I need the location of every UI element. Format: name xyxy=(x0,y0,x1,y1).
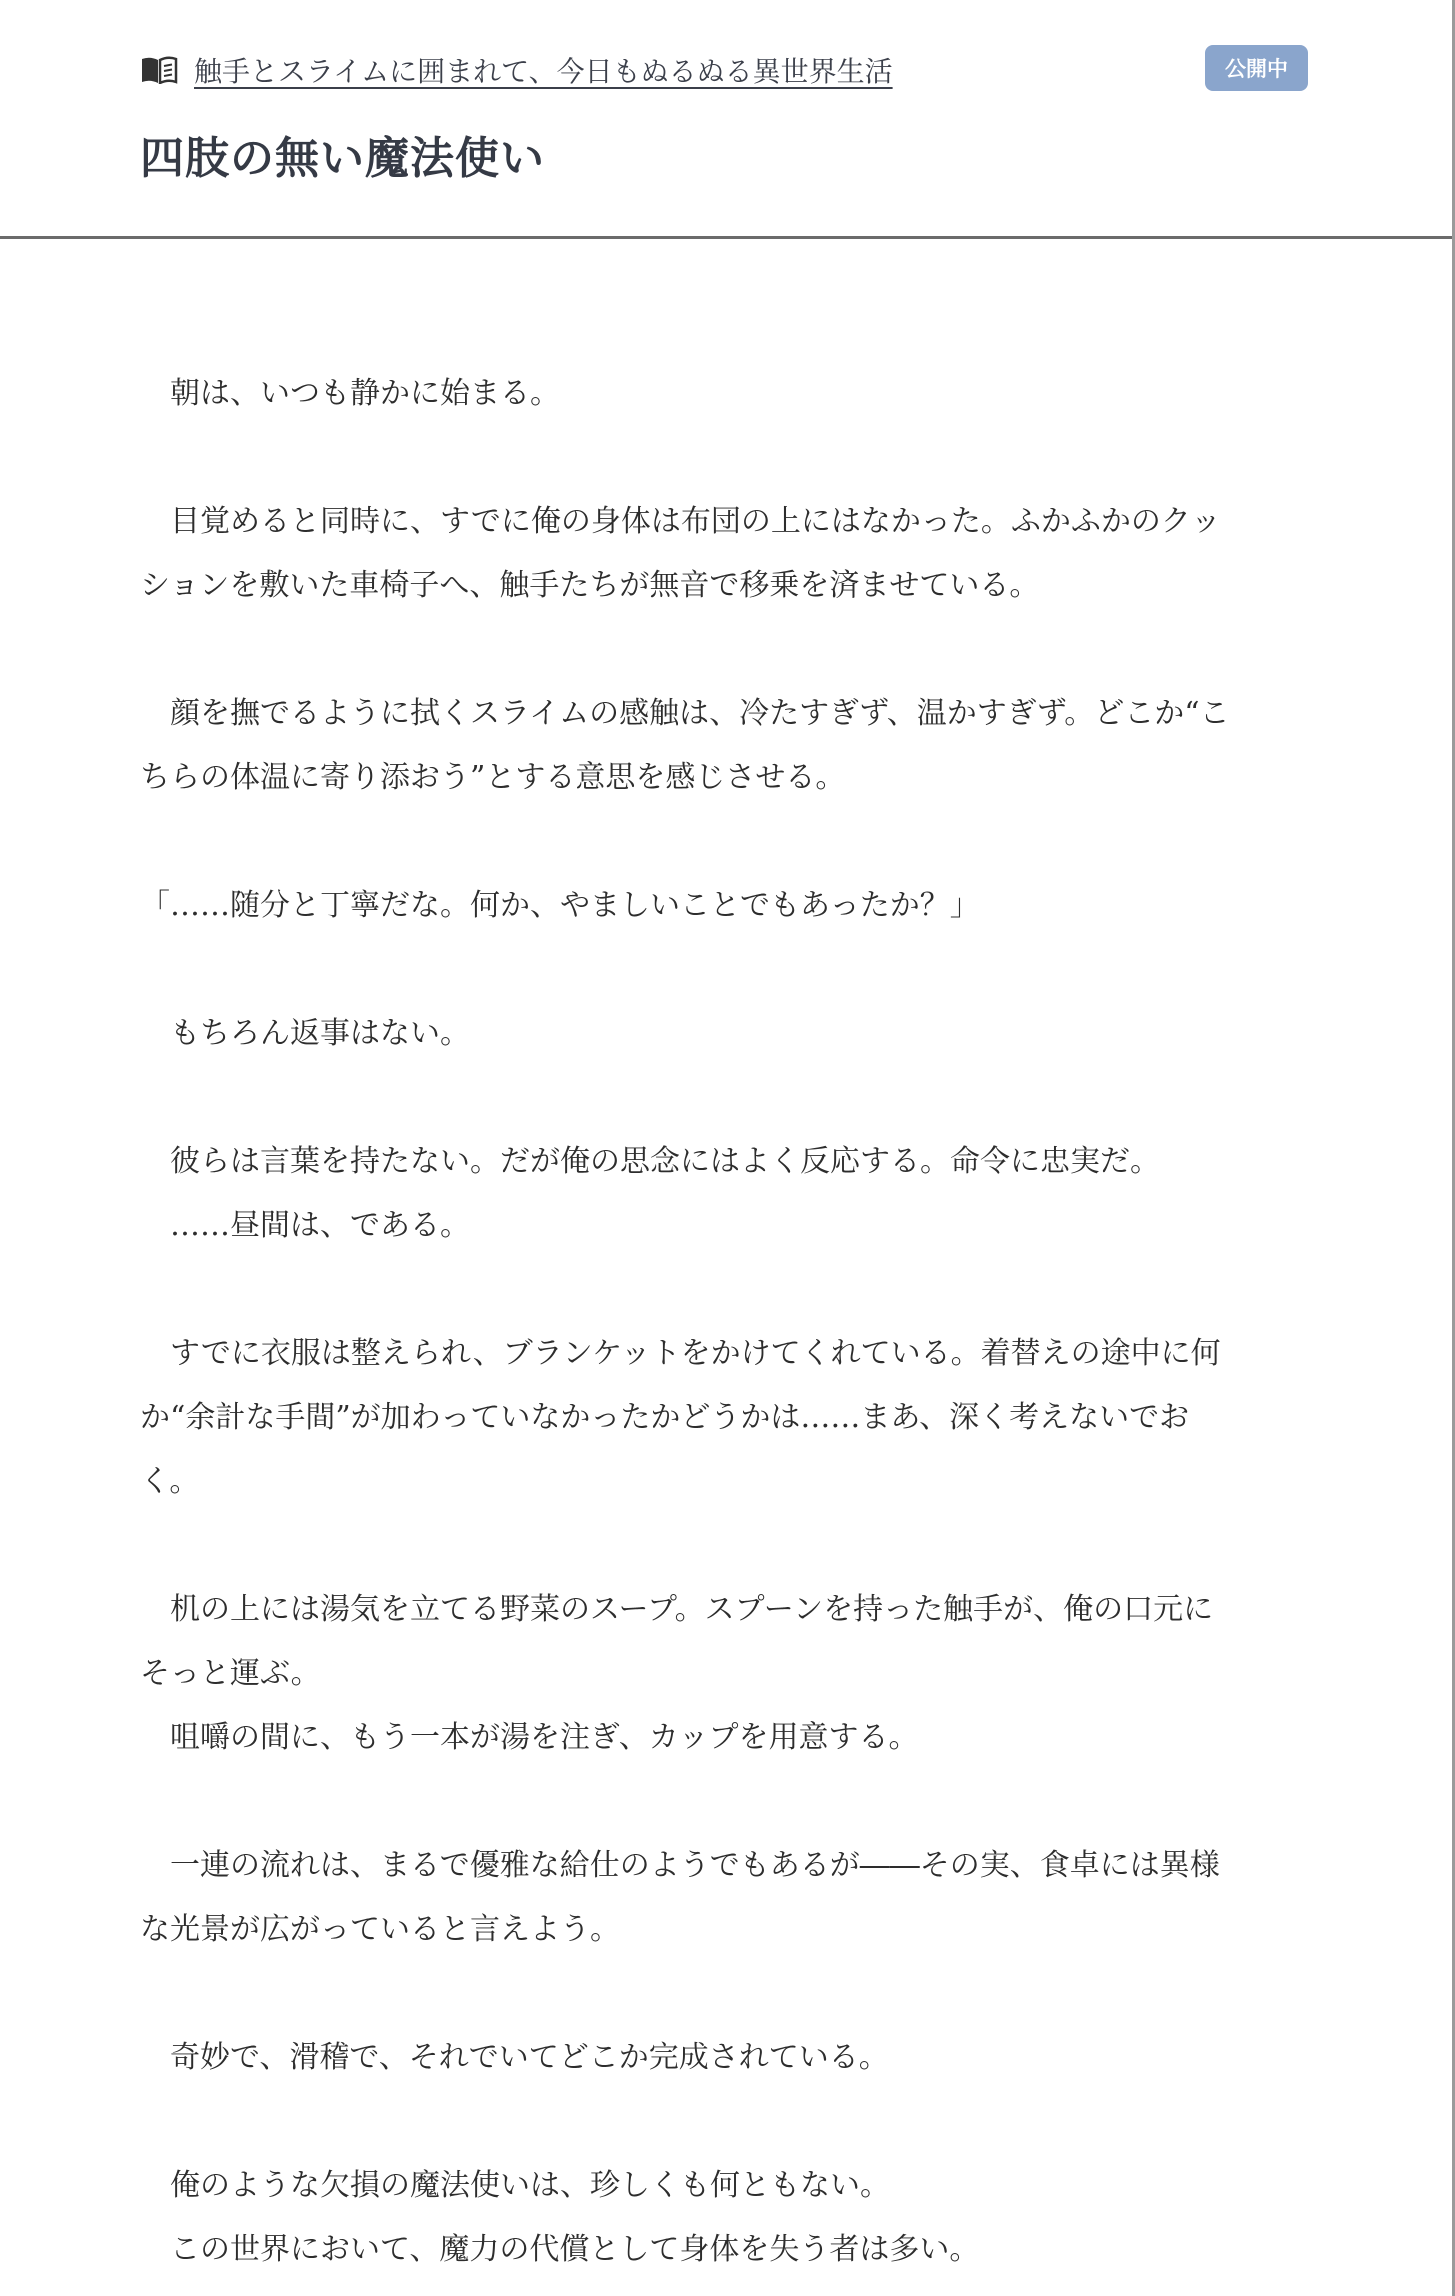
series-title-link[interactable]: 触手とスライムに囲まれて、今日もぬるぬる異世界生活 xyxy=(194,55,893,88)
body-line: 顔を撫でるように拭くスライムの感触は、冷たすぎず、温かすぎず。どこか“こ xyxy=(140,696,1230,731)
book-icon xyxy=(140,56,178,84)
episode-header xyxy=(0,0,1452,239)
body-line: か“余計な手間”が加わっていなかったかどうかは……まあ、深く考えないでお xyxy=(140,1400,1190,1435)
body-line: 朝は、いつも静かに始まる。 xyxy=(140,376,560,411)
body-line: 奇妙で、滑稽で、それでいてどこか完成されている。 xyxy=(140,2040,889,2075)
paragraph-gap xyxy=(140,426,1300,490)
paragraph-gap xyxy=(140,938,1300,1002)
body-line: ……昼間は、である。 xyxy=(140,1208,470,1243)
body-line: もちろん返事はない。 xyxy=(140,1016,470,1051)
paragraph-gap xyxy=(140,1514,1300,1578)
paragraph-gap xyxy=(140,618,1300,682)
paragraph-gap xyxy=(140,1962,1300,2026)
paragraph-gap xyxy=(140,1066,1300,1130)
body-line: ちらの体温に寄り添おう”とする意思を感じさせる。 xyxy=(140,760,846,795)
body-line: く。 xyxy=(140,1464,200,1499)
body-line: 咀嚼の間に、もう一本が湯を注ぎ、カップを用意する。 xyxy=(140,1720,919,1755)
body-line: 俺のような欠損の魔法使いは、珍しくも何ともない。 xyxy=(140,2168,890,2203)
body-line: そっと運ぶ。 xyxy=(140,1656,321,1691)
paragraph-gap xyxy=(140,2090,1300,2154)
page-title: 四肢の無い魔法使い xyxy=(140,133,545,184)
body-line: 目覚めると同時に、すでに俺の身体は布団の上にはなかった。ふかふかのクッ xyxy=(140,504,1221,539)
body-line: この世界において、魔力の代償として身体を失う者は多い。 xyxy=(140,2232,980,2267)
body-line: 彼らは言葉を持たない。だが俺の思念にはよく反応する。命令に忠実だ。 xyxy=(140,1144,1160,1179)
status-badge: 公開中 xyxy=(1205,45,1308,91)
episode-body xyxy=(140,362,1300,2282)
body-line: 「……随分と丁寧だな。何か、やましいことでもあったか？」 xyxy=(140,888,980,923)
body-line: すでに衣服は整えられ、ブランケットをかけてくれている。着替えの途中に何 xyxy=(140,1336,1221,1371)
body-line: 机の上には湯気を立てる野菜のスープ。スプーンを持った触手が、俺の口元に xyxy=(140,1592,1214,1627)
body-line: 一連の流れは、まるで優雅な給仕のようでもあるが――その実、食卓には異様 xyxy=(140,1848,1220,1883)
series-row xyxy=(140,50,893,90)
body-line: ションを敷いた車椅子へ、触手たちが無音で移乗を済ませている。 xyxy=(140,568,1040,603)
paragraph-gap xyxy=(140,810,1300,874)
body-line: な光景が広がっていると言えよう。 xyxy=(140,1912,620,1947)
paragraph-gap xyxy=(140,1770,1300,1834)
paragraph-gap xyxy=(140,1258,1300,1322)
